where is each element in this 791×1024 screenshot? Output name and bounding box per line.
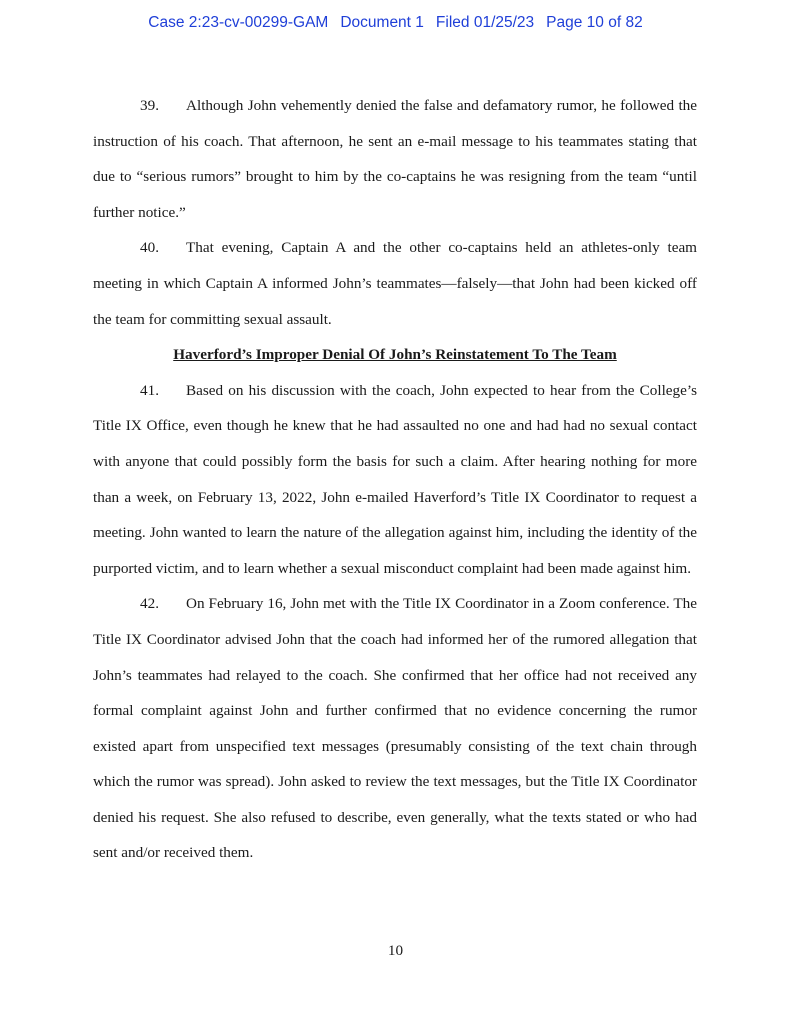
filed-date: Filed 01/25/23: [435, 14, 535, 31]
paragraph-text: That evening, Captain A and the other co-captains held an athletes-only team meeting in which Captain A informed John’s teammates—falsely—that John had been kicked off the team for committing sexual assault.: [93, 239, 697, 328]
document-body: [93, 88, 697, 871]
paragraph-42: [93, 586, 697, 871]
page-number: 10: [387, 942, 404, 959]
paragraph-text: Although John vehemently denied the false and defamatory rumor, he followed the instruction of his coach. That afternoon, he sent an e-mail message to his teammates stating that due to “serious rumors” brought to him by the co-captains he was resigning from the team “until further notice.”: [93, 97, 697, 221]
paragraph-40: [93, 230, 697, 337]
paragraph-39: [93, 88, 697, 230]
paragraph-text: On February 16, John met with the Title IX Coordinator in a Zoom conference. The Title IX Coordinator advised John that the coach had informed her of the rumored allegation that John’s teammates had relayed to the coach. She confirmed that her office had not received any formal complaint against John and further confirmed that no evidence concerning the rumor existed apart from unspecified text messages (presumably consisting of the text chain through which the rumor was spread). John asked to review the text messages, but the Title IX Coordinator denied his request. She also refused to describe, even generally, what the texts stated or who had sent and/or received them.: [93, 595, 697, 862]
paragraph-number: 39.: [140, 97, 159, 114]
paragraph-41: [93, 373, 697, 587]
page-count: Page 10 of 82: [546, 14, 643, 31]
section-heading: Haverford’s Improper Denial Of John’s Reinstatement To The Team: [173, 346, 617, 364]
paragraph-text: Based on his discussion with the coach, John expected to hear from the College’s Title IX Office, even though he knew that he had assaulted no one and had had no sexual contact with anyone that could possibly form the basis for such a claim. After hearing nothing for more than a week, on February 13, 2022, John e-mailed Haverford’s Title IX Coordinator to request a meeting. John wanted to learn the nature of the allegation against him, including the identity of the purported victim, and to learn whether a sexual misconduct complaint had been made against him.: [93, 381, 697, 577]
paragraph-number: 42.: [140, 595, 159, 613]
paragraph-number: 41.: [140, 381, 159, 399]
document-header: [0, 14, 791, 32]
paragraph-number: 40.: [140, 239, 159, 257]
case-number: Case 2:23-cv-00299-GAM: [148, 14, 329, 31]
document-number: Document 1: [340, 14, 424, 31]
